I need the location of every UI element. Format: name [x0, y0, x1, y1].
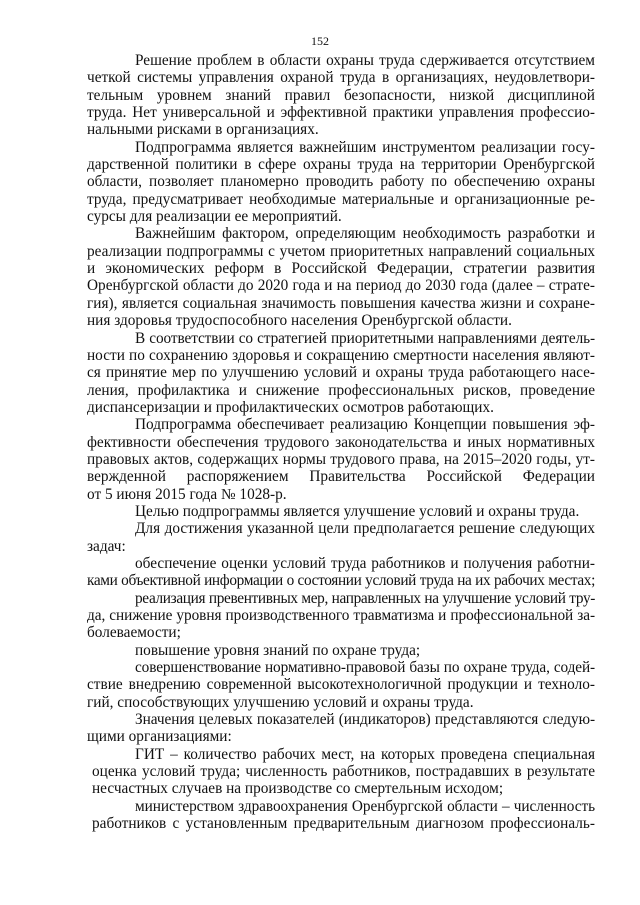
text-line: обеспечение оценки условий труда работников и получения работни-: [135, 554, 595, 572]
text-line: нальными рисками в организациях.: [87, 121, 319, 139]
text-line: министерством здравоохранения Оренбургской области – численность: [135, 797, 595, 815]
text-line: ствие внедрению современной высокотехнологичной продукции и техноло-: [87, 676, 595, 694]
text-line: реализации подпрограммы с учетом приоритетных направлений социальных: [87, 242, 595, 260]
text-line: гий, способствующих улучшению условий и охраны труда.: [87, 693, 474, 711]
text-line: тельным уровнем знаний правил безопасности, низкой дисциплиной: [87, 86, 595, 104]
text-line: Подпрограмма является важнейшим инструментом реализации госу-: [135, 138, 595, 156]
text-line: работников с установленным предварительным диагнозом профессиональ-: [92, 815, 595, 833]
text-line: Значения целевых показателей (индикаторов) представляются следую-: [135, 711, 595, 729]
text-line: Решение проблем в области охраны труда сдерживается отсутствием: [135, 52, 595, 69]
text-line: Оренбургской области до 2020 года и на период до 2030 года (далее – страте-: [87, 277, 595, 295]
text-line: болеваемости;: [87, 624, 181, 642]
text-line: ГИТ – количество рабочих мест, на которых проведена специальная: [135, 745, 595, 763]
text-line: правовых актов, содержащих нормы трудового права, на 2015–2020 годы, ут-: [87, 450, 595, 468]
text-line: от 5 июня 2015 года № 1028-р.: [87, 485, 287, 503]
text-line: гия), является социальная значимость повышения качества жизни и сохране-: [87, 294, 595, 312]
text-line: щими организациями:: [87, 728, 232, 746]
text-line: ности по сохранению здоровья и сокращению смертности населения являют-: [87, 346, 595, 364]
text-line: ками объективной информации о состоянии условий труда на их рабочих местах;: [87, 572, 595, 590]
text-line: сурсы для реализации ее мероприятий.: [87, 208, 342, 226]
text-line: оценка условий труда; численность работников, пострадавших в результате: [92, 763, 595, 781]
text-line: фективности обеспечения трудового законодательства и иных нормативных: [87, 433, 595, 451]
text-line: В соответствии со стратегией приоритетными направлениями деятель-: [135, 329, 595, 347]
text-line: труда, предусматривает необходимые материальные и организационные ре-: [87, 190, 595, 208]
text-line: ся принятие мер по улучшению условий и охраны труда работающего насе-: [87, 364, 595, 382]
text-line: Подпрограмма обеспечивает реализацию Концепции повышения эф-: [135, 416, 595, 434]
text-line: ления, профилактика и снижение профессиональных рисков, проведение: [87, 381, 595, 399]
text-line: да, снижение уровня производственного травматизма и профессиональной за-: [87, 607, 595, 624]
text-line: задач:: [87, 537, 126, 555]
document-body: [87, 52, 595, 832]
text-line: совершенствование нормативно-правовой базы по охране труда, содей-: [135, 659, 595, 677]
text-line: диспансеризации и профилактических осмотров работающих.: [87, 398, 494, 416]
text-line: Целью подпрограммы является улучшение условий и охраны труда.: [135, 502, 580, 520]
text-line: дарственной политики в сфере охраны труда на территории Оренбургской: [87, 156, 595, 174]
text-line: ния здоровья трудоспособного населения Оренбургской области.: [87, 312, 512, 330]
text-line: вержденной распоряжением Правительства Российской Федерации: [87, 468, 595, 486]
text-line: повышение уровня знаний по охране труда;: [135, 641, 421, 659]
text-line: реализация превентивных мер, направленных на улучшение условий тру-: [135, 589, 595, 607]
text-line: четкой системы управления охраной труда в организациях, неудовлетвори-: [87, 69, 595, 87]
text-line: труда. Нет универсальной и эффективной практики управления профессио-: [87, 104, 595, 122]
text-line: области, позволяет планомерно проводить работу по обеспечению охраны: [87, 173, 595, 191]
text-line: Для достижения указанной цели предполагается решение следующих: [135, 520, 595, 538]
text-line: и экономических реформ в Российской Федерации, стратегии развития: [87, 260, 595, 278]
text-line: несчастных случаев на производстве со смертельным исходом;: [92, 780, 504, 798]
text-line: Важнейшим фактором, определяющим необходимость разработки и: [135, 225, 595, 243]
page-number: 152: [311, 34, 329, 48]
